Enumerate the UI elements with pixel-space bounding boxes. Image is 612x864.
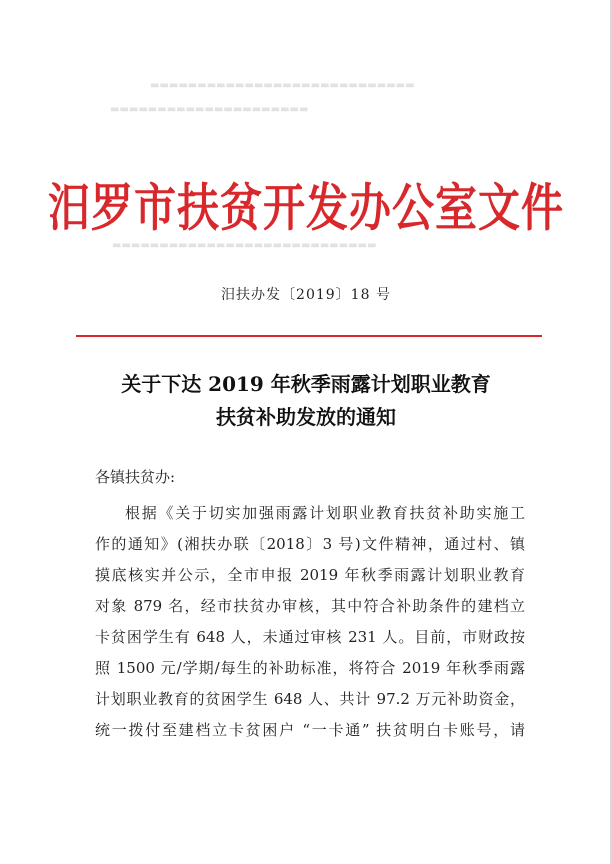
bleed-through-text: ▬▬▬▬▬▬▬▬▬▬▬▬▬▬▬▬▬▬▬▬▬ (110, 104, 309, 115)
header-divider (76, 335, 542, 337)
body-line: 对象 879 名，经市扶贫办审核，其中符合补助条件的建档立 (95, 597, 525, 615)
bleed-through-text: ▬▬▬▬▬▬▬▬▬▬▬▬▬▬▬▬▬▬▬▬▬▬▬▬▬▬▬▬ (150, 80, 415, 91)
notice-title-line: 关于下达 2019 年秋季雨露计划职业教育 (121, 372, 491, 396)
body-line: 摸底核实并公示，全市申报 2019 年秋季雨露计划职业教育 (95, 566, 525, 584)
body-paragraph (95, 498, 525, 746)
body-line: 卡贫困学生有 648 人，未通过审核 231 人。目前，市财政按 (95, 628, 525, 646)
notice-title (0, 368, 612, 434)
salutation: 各镇扶贫办: (95, 468, 176, 486)
body-line: 计划职业教育的贫困学生 648 人、共计 97.2 万元补助资金， (95, 690, 525, 708)
document-number: 汨扶办发〔2019〕18 号 (221, 287, 391, 303)
body-line: 作的通知》(湘扶办联〔2018〕3 号)文件精神，通过村、镇 (95, 535, 525, 553)
body-line: 照 1500 元/学期/每生的补助标准，将符合 2019 年秋季雨露 (95, 659, 525, 677)
body-line: 根据《关于切实加强雨露计划职业教育扶贫补助实施工 (125, 504, 525, 522)
bleed-through-text: ▬▬▬▬▬▬▬▬▬▬▬▬▬▬▬▬▬▬▬▬▬▬▬▬▬▬▬▬ (112, 240, 377, 251)
body-line: 统一拨付至建档立卡贫困户 “一卡通” 扶贫明白卡账号，请 (95, 721, 525, 739)
document-header-title: 汨罗市扶贫开发办公室文件 (47, 177, 564, 238)
notice-title-line: 扶贫补助发放的通知 (216, 405, 396, 429)
